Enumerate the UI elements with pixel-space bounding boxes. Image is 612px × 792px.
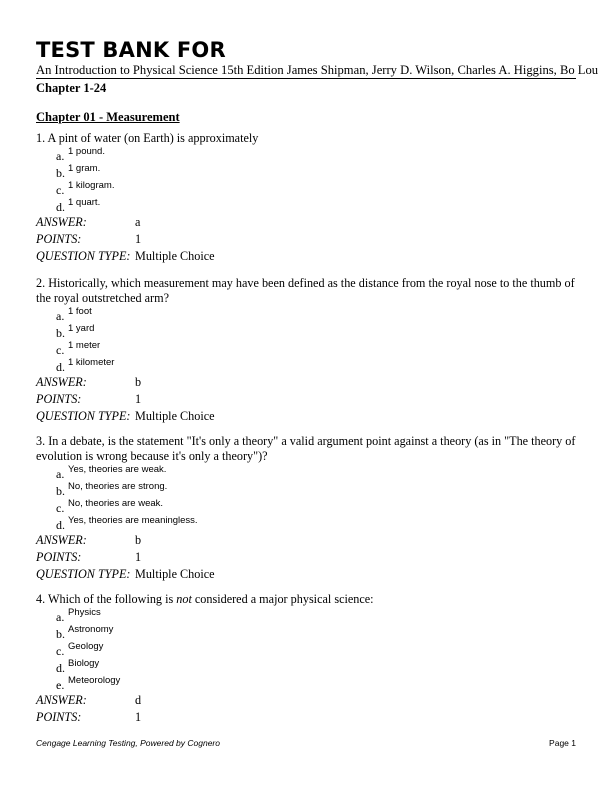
page-number: Page 1 [549,738,576,748]
option-letter: b. [56,166,65,180]
question-type-value: Multiple Choice [135,409,215,423]
option-text: Yes, theories are meaningless. [68,515,198,526]
question-type-label: QUESTION TYPE: [36,249,131,263]
answer-option [36,197,578,214]
option-letter: a. [56,610,65,624]
points-value: 1 [135,392,142,406]
answer-label: ANSWER: [36,693,87,707]
option-text: 1 kilogram. [68,180,115,191]
book-subtitle: An Introduction to Physical Science 15th Edition James Shipman, Jerry D. Wilson, Charles A. Higgins, Bo Lou [36,63,599,77]
points-value: 1 [135,710,142,724]
option-letter: d. [56,360,65,374]
question-text [36,592,578,607]
answer-value: a [135,215,141,229]
section-title: Chapter 01 - Measurement [36,110,180,124]
option-text: Physics [68,607,101,618]
answer-option [36,306,578,323]
answer-option [36,340,578,357]
question-type-label: QUESTION TYPE: [36,409,131,423]
answer-value: b [135,375,142,389]
question-type-row [36,408,578,425]
points-row [36,709,578,726]
option-text: 1 yard [68,323,95,334]
option-text: 1 foot [68,306,92,317]
question-type-label: QUESTION TYPE: [36,567,131,581]
option-letter: b. [56,627,65,641]
answer-value: d [135,693,142,707]
answer-label: ANSWER: [36,375,87,389]
answer-option [36,675,578,692]
question-number: 4. [36,592,46,606]
points-value: 1 [135,550,142,564]
document-title: TEST BANK FOR [36,38,226,62]
option-letter: b. [56,484,65,498]
answer-row [36,214,578,231]
option-letter: a. [56,149,65,163]
answer-row [36,374,578,391]
question-emphasis: not [176,592,192,606]
option-text: 1 meter [68,340,101,351]
answer-row [36,692,578,709]
points-label: POINTS: [36,232,82,246]
option-text: No, theories are weak. [68,498,164,509]
option-text: 1 quart. [68,197,101,208]
option-text: Astronomy [68,624,114,635]
option-text: Meteorology [68,675,121,686]
question-prompt: In a debate, is the statement "It's only a theory" a valid argument point against a theory (as in "The theory of evolution is wrong because it's only a theory")? [36,434,576,463]
chapter-range: Chapter 1-24 [36,81,107,95]
answer-option [36,641,578,658]
question-4 [36,592,578,726]
question-type-row [36,248,578,265]
option-letter: d. [56,661,65,675]
option-letter: a. [56,467,65,481]
option-text: 1 pound. [68,146,105,157]
option-letter: a. [56,309,65,323]
question-3 [36,434,578,583]
answer-option [36,624,578,641]
answer-option [36,658,578,675]
question-prompt-end: considered a major physical science: [194,592,374,606]
header-divider [36,78,576,79]
option-letter: e. [56,678,65,692]
question-1 [36,131,578,265]
option-text: 1 gram. [68,163,101,174]
question-number: 1. [36,131,46,145]
option-letter: c. [56,501,65,515]
answer-option [36,357,578,374]
answer-option [36,146,578,163]
question-text [36,276,578,306]
points-label: POINTS: [36,710,82,724]
points-row [36,231,578,248]
question-text [36,131,578,146]
answer-label: ANSWER: [36,533,87,547]
option-text: Geology [68,641,104,652]
option-letter: d. [56,200,65,214]
answer-row [36,532,578,549]
option-letter: b. [56,326,65,340]
points-label: POINTS: [36,392,82,406]
answer-option [36,607,578,624]
footer-credit: Cengage Learning Testing, Powered by Cognero [36,738,220,748]
points-label: POINTS: [36,550,82,564]
answer-option [36,180,578,197]
question-type-value: Multiple Choice [135,249,215,263]
question-number: 3. [36,434,46,448]
option-letter: c. [56,183,65,197]
question-prompt: Historically, which measurement may have been defined as the distance from the royal nose to the thumb of the royal outstretched arm? [36,276,575,305]
question-type-value: Multiple Choice [135,567,215,581]
option-letter: d. [56,518,65,532]
question-type-row [36,566,578,583]
points-row [36,549,578,566]
option-text: 1 kilometer [68,357,115,368]
question-2 [36,276,578,425]
points-value: 1 [135,232,142,246]
answer-label: ANSWER: [36,215,87,229]
answer-option [36,515,578,532]
answer-option [36,481,578,498]
option-text: No, theories are strong. [68,481,168,492]
points-row [36,391,578,408]
option-text: Yes, theories are weak. [68,464,167,475]
question-number: 2. [36,276,46,290]
question-text [36,434,578,464]
option-letter: c. [56,343,65,357]
answer-option [36,464,578,481]
answer-option [36,323,578,340]
answer-option [36,163,578,180]
question-prompt: A pint of water (on Earth) is approximately [47,131,259,145]
option-letter: c. [56,644,65,658]
option-text: Biology [68,658,100,669]
question-prompt-start: Which of the following is [47,592,174,606]
answer-option [36,498,578,515]
answer-value: b [135,533,142,547]
